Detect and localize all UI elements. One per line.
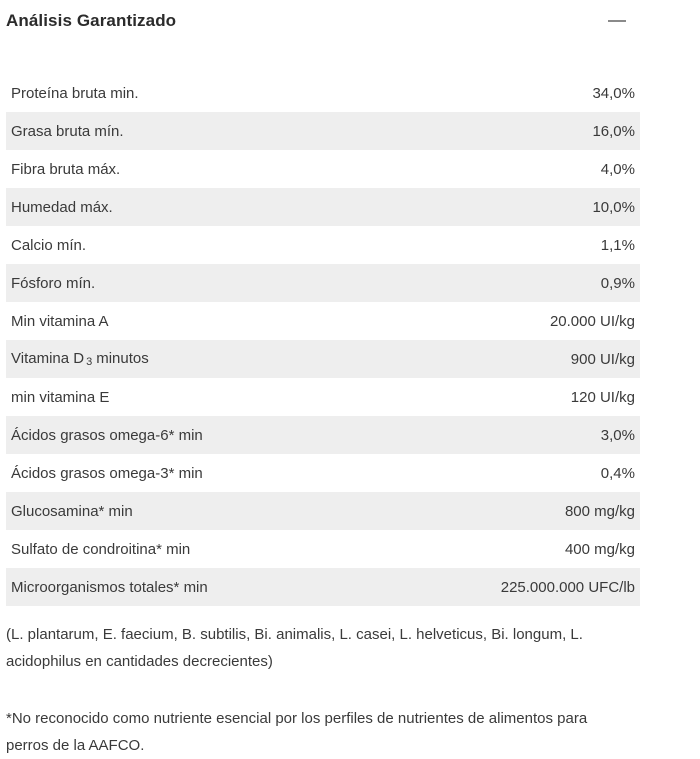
row-value: 1,1% xyxy=(600,236,635,254)
row-label: Glucosamina* min xyxy=(11,502,133,520)
row-value: 10,0% xyxy=(592,198,635,216)
table-row xyxy=(6,416,640,454)
row-label-suffix: minutos xyxy=(96,350,149,367)
section-header[interactable] xyxy=(6,0,640,42)
table-row xyxy=(6,112,640,150)
row-label: Humedad máx. xyxy=(11,198,113,216)
table-row xyxy=(6,150,640,188)
row-label: Proteína bruta min. xyxy=(11,84,139,102)
table-row xyxy=(6,264,640,302)
row-label-subscript: 3 xyxy=(86,356,93,368)
minus-icon xyxy=(608,20,626,22)
table-row xyxy=(6,74,640,112)
row-label: Fósforo mín. xyxy=(11,274,96,292)
table-row xyxy=(6,226,640,264)
table-row xyxy=(6,492,640,530)
row-label: Fibra bruta máx. xyxy=(11,160,121,178)
strains-note: (L. plantarum, E. faecium, B. subtilis, Bi. animalis, L. casei, L. helveticus, Bi. longum, L. acidophilus en cantidades decrecientes) xyxy=(6,626,583,670)
disclaimer-note: *No reconocido como nutriente esencial por los perfiles de nutrientes de alimentos para perros de la AAFCO. xyxy=(6,710,588,754)
row-value: 20.000 UI/kg xyxy=(549,312,635,330)
row-value: 900 UI/kg xyxy=(570,350,635,368)
section-title: Análisis Garantizado xyxy=(6,11,177,30)
table-row xyxy=(6,568,640,606)
row-label: min vitamina E xyxy=(11,388,110,406)
table-row xyxy=(6,530,640,568)
row-label: Ácidos grasos omega-3* min xyxy=(11,464,203,482)
row-value: 400 mg/kg xyxy=(564,540,635,558)
table-row xyxy=(6,454,640,492)
row-label-text: Vitamina D xyxy=(11,350,85,367)
row-label: Sulfato de condroitina* min xyxy=(11,540,191,558)
row-label: Calcio mín. xyxy=(11,236,87,254)
row-label: Microorganismos totales* min xyxy=(11,578,208,596)
collapse-button[interactable] xyxy=(602,11,632,31)
table-row xyxy=(6,302,640,340)
row-label: Grasa bruta mín. xyxy=(11,122,124,140)
row-value: 4,0% xyxy=(600,160,635,178)
analysis-table xyxy=(6,74,640,606)
row-value: 3,0% xyxy=(600,426,635,444)
row-value: 16,0% xyxy=(592,122,635,140)
row-value: 225.000.000 UFC/lb xyxy=(500,578,635,596)
row-value: 0,4% xyxy=(600,464,635,482)
row-value: 34,0% xyxy=(592,84,635,102)
row-label: Min vitamina A xyxy=(11,312,109,330)
table-row xyxy=(6,188,640,226)
row-label xyxy=(11,350,149,368)
row-value: 0,9% xyxy=(600,274,635,292)
table-row xyxy=(6,340,640,378)
table-row xyxy=(6,378,640,416)
row-value: 800 mg/kg xyxy=(564,502,635,520)
row-value: 120 UI/kg xyxy=(570,388,635,406)
row-label: Ácidos grasos omega-6* min xyxy=(11,426,203,444)
